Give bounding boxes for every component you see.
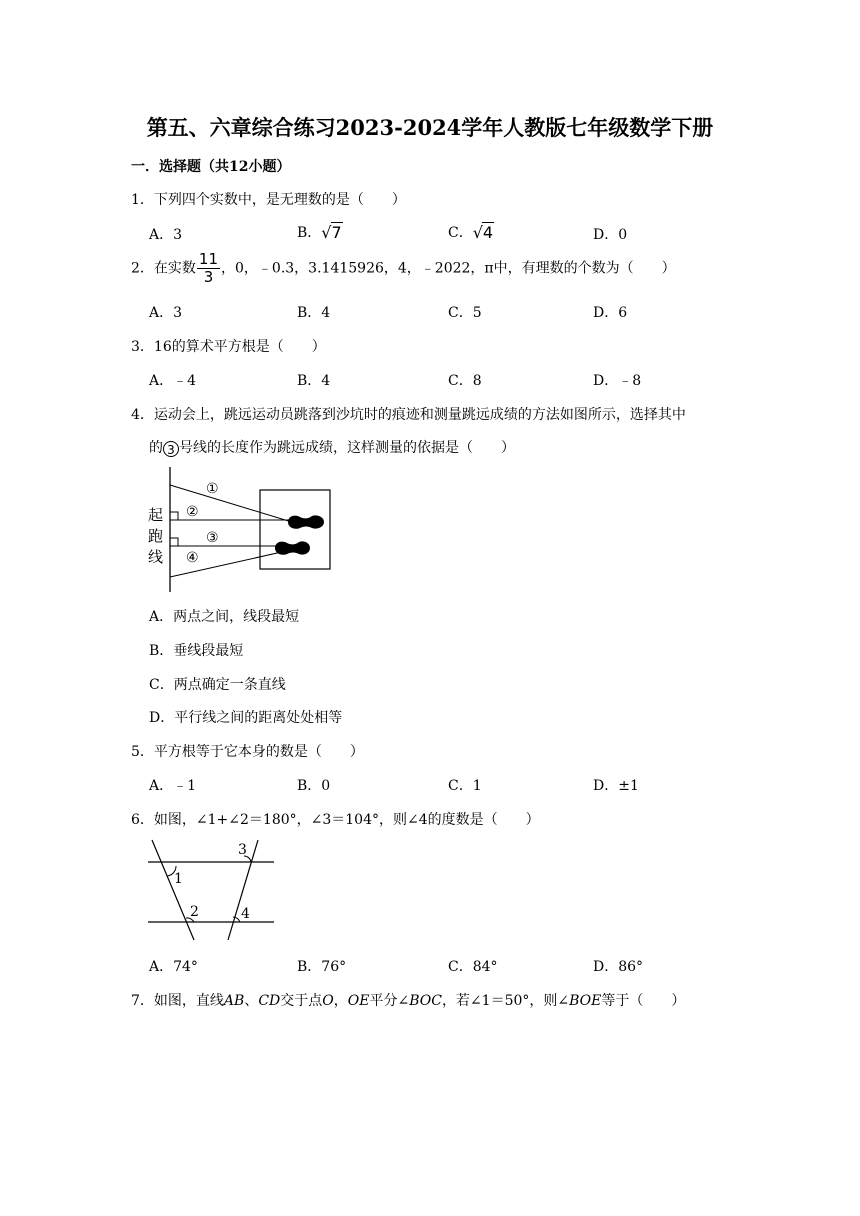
- question-7-stem: 7．如图，直线AB、CD交于点O，OE平分∠BOC，若∠1＝50°，则∠BOE等于（ ）: [131, 993, 686, 1009]
- question-3-option-d: D．﹣8: [593, 373, 642, 389]
- long-jump-figure: [140, 465, 340, 595]
- question-6-option-c: C．84°: [448, 959, 498, 975]
- line-label-4: ④: [186, 550, 199, 566]
- question-5-stem: 5．平方根等于它本身的数是（ ）: [131, 744, 364, 760]
- footprint-lower: [275, 541, 310, 554]
- question-4-option-c: C．两点确定一条直线: [149, 677, 286, 693]
- question-1-option-d: D．0: [593, 227, 628, 243]
- question-5-option-a: A．﹣1: [149, 778, 197, 794]
- question-2-stem: 2．在实数 $\frac{11}{3}$ ，0，﹣0.3，3.1415926，4，﹣2022，π中，有理数的个数为（ ）: [131, 250, 676, 286]
- question-4-stem-line-2: 的 3 号线的长度作为跳远成绩，这样测量的依据是（ ）: [149, 440, 515, 457]
- section-heading: 一．选择题（共12小题）: [131, 159, 291, 175]
- question-4-option-d: D．平行线之间的距离处处相等: [149, 710, 343, 726]
- question-2-option-a: A．3: [149, 305, 183, 321]
- question-2-option-b: B．4: [297, 305, 331, 321]
- question-1-option-a: A．3: [149, 227, 183, 243]
- question-5-option-b: B．0: [297, 778, 331, 794]
- question-5-option-d: D．±1: [593, 778, 639, 794]
- figure-label-qi: 起: [148, 506, 164, 524]
- question-2-option-d: D．6: [593, 305, 628, 321]
- sqrt-symbol: √4: [472, 223, 494, 242]
- figure-label-pao: 跑: [148, 527, 164, 545]
- question-6-option-b: B．76°: [297, 959, 347, 975]
- angle-label-3: 3: [238, 842, 247, 858]
- question-4-stem-line-1: 4．运动会上，跳远运动员跳落到沙坑时的痕迹和测量跳远成绩的方法如图所示，选择其中: [131, 407, 686, 423]
- fraction: $\frac{11}{3}$: [198, 250, 219, 286]
- question-4-option-a: A．两点之间，线段最短: [149, 609, 300, 625]
- question-2-option-c: C．5: [448, 305, 482, 321]
- angle-label-2: 2: [190, 904, 199, 920]
- question-3-stem: 3．16的算术平方根是（ ）: [131, 339, 326, 355]
- question-3-option-c: C．8: [448, 373, 482, 389]
- question-6-stem: 6．如图，∠1+∠2＝180°，∠3＝104°，则∠4的度数是（ ）: [131, 812, 540, 828]
- sqrt-symbol: √7: [321, 223, 342, 242]
- page-title: 第五、六章综合练习2023-2024学年人教版七年级数学下册: [146, 115, 714, 140]
- angle-label-1: 1: [174, 871, 183, 887]
- circled-number: 3: [163, 441, 179, 457]
- question-6-option-a: A．74°: [149, 959, 198, 975]
- question-4-option-b: B．垂线段最短: [149, 643, 244, 659]
- question-6-option-d: D．86°: [593, 959, 644, 975]
- angle-figure: [140, 838, 280, 943]
- question-1-stem: 1．下列四个实数中，是无理数的是（ ）: [131, 192, 406, 208]
- figure-label-xian: 线: [148, 548, 164, 566]
- question-1-option-c: C．√4: [448, 223, 494, 242]
- question-3-option-b: B．4: [297, 373, 331, 389]
- line-label-3: ③: [206, 530, 219, 546]
- angle-label-4: 4: [241, 906, 250, 922]
- question-1-option-b: B．√7: [297, 223, 342, 242]
- question-3-option-a: A．﹣4: [149, 373, 197, 389]
- question-5-option-c: C．1: [448, 778, 482, 794]
- line-label-1: ①: [206, 481, 219, 497]
- line-label-2: ②: [186, 504, 199, 520]
- footprint-upper: [288, 515, 324, 528]
